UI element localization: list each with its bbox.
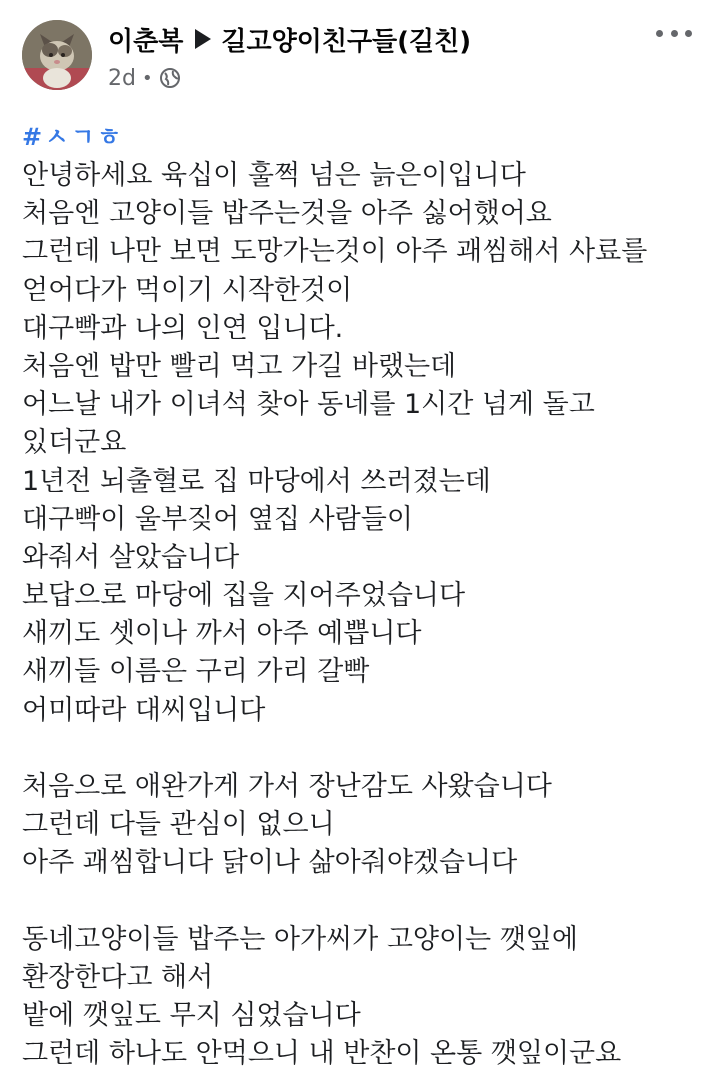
- play-triangle-icon: [195, 29, 211, 49]
- more-options-icon-dot: [685, 30, 692, 37]
- post-text-line: 새끼도 셋이나 까서 아주 예쁩니다: [22, 618, 422, 650]
- post-text-line: 그런데 다들 관심이 없으니: [22, 809, 335, 841]
- post-text-line: 대구빡이 울부짖어 옆집 사람들이: [22, 503, 413, 535]
- post-text-line: 환장한다고 해서: [22, 961, 214, 993]
- more-options-icon: [656, 30, 663, 37]
- meta-separator-dot: •: [141, 67, 153, 89]
- post-text-line: 처음엔 밥만 빨리 먹고 가길 바랬는데: [22, 350, 457, 382]
- post-timestamp[interactable]: 2d: [108, 65, 136, 91]
- blank-line: [22, 730, 712, 768]
- post-text-line: 처음으로 애완가게 가서 장난감도 사왔습니다: [22, 771, 552, 802]
- post-header: [0, 0, 720, 110]
- post-text-line: 아주 괘씸합니다 닭이나 삶아줘야겠습니다: [22, 847, 518, 879]
- post-text-line: 처음엔 고양이들 밥주는것을 아주 싫어했어요: [22, 198, 552, 230]
- post-text-line: 밭에 깻잎도 무지 심었습니다: [22, 1000, 361, 1032]
- globe-icon: [159, 67, 181, 89]
- avatar[interactable]: [22, 20, 92, 90]
- cat-avatar-image: [22, 20, 92, 90]
- post-text-line: 어미따라 대씨입니다: [22, 694, 266, 726]
- post-text: [22, 157, 712, 1074]
- post-text-line: 대구빡과 나의 인연 입니다.: [22, 312, 344, 344]
- more-options-icon-dot: [671, 30, 678, 37]
- post-meta: [108, 63, 181, 93]
- post-text-line: 어느날 내가 이녀석 찾아 동네를 1시간 넘게 돌고: [22, 389, 595, 421]
- author-name[interactable]: 이춘복: [108, 26, 184, 57]
- post-text-line: 1년전 뇌출혈로 집 마당에서 쓰러졌는데: [22, 465, 491, 497]
- post-text-line: 새끼들 이름은 구리 가리 갈빡: [22, 656, 370, 688]
- more-options-button[interactable]: [652, 18, 696, 48]
- post-text-line: 동네고양이들 밥주는 아가씨가 고양이는 깻잎에: [22, 923, 578, 955]
- post-body: [22, 117, 712, 1074]
- post-text-line: 그런데 하나도 안먹으니 내 반찬이 온통 깻잎이군요: [22, 1038, 622, 1070]
- post-text-line: 와줘서 살았습니다: [22, 541, 240, 573]
- post-text-line: 얻어다가 먹이기 시작한것이: [22, 274, 353, 306]
- group-name[interactable]: 길고양이친구들(길친): [221, 26, 472, 57]
- post-text-line: 있더군요: [22, 427, 127, 459]
- post-header-title: [108, 20, 471, 58]
- hashtag-link[interactable]: #ㅅㄱㅎ: [22, 123, 124, 151]
- blank-line: [22, 883, 712, 921]
- post-text-line: 안녕하세요 육십이 훌쩍 넘은 늙은이입니다: [22, 160, 526, 191]
- post-text-line: 보답으로 마당에 집을 지어주었습니다: [22, 580, 466, 612]
- post-text-line: 그런데 나만 보면 도망가는것이 아주 괘씸해서 사료를: [22, 236, 648, 268]
